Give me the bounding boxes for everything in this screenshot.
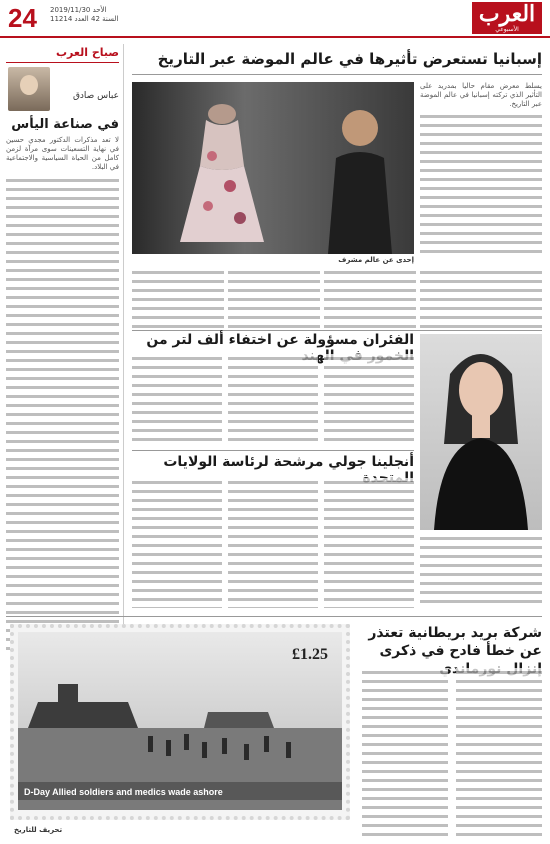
issue-number: السنة 42 العدد 11214	[50, 15, 119, 23]
column-lead: لا تعد مذكرات الدكتور مجدي حسين في نهاية التسعينات سوى مرآة لزمن كامل من الحياة السياسية والاجتماعية في البلاد.	[6, 136, 119, 171]
column-divider	[6, 62, 119, 63]
column-title: في صناعة اليأس	[11, 117, 119, 132]
main-story-headline: إسبانيا تستعرض تأثيرها في عالم الموضة عبر التاريخ	[157, 50, 542, 68]
jolie-story-column-3	[132, 478, 222, 608]
newspaper-logo	[472, 2, 542, 34]
author-avatar	[8, 67, 50, 111]
stamp-story-headline: شركة بريد بريطانية تعتذر عن خطأ فادح في ذكرى	[368, 625, 542, 659]
main-story-photo	[132, 82, 414, 254]
main-story-body-1	[420, 112, 542, 258]
main-story-column-3	[324, 268, 416, 328]
couture-dress-illustration	[172, 96, 272, 246]
jolie-story-column-4	[420, 534, 542, 608]
stamp-story-column-2	[362, 668, 448, 836]
issue-info	[50, 6, 118, 24]
jolie-story-headline: أنجلينا جولي مرشحة لرئاسة الولايات	[163, 454, 414, 470]
issue-date: الأحد 2019/11/30	[50, 6, 107, 14]
author-name: عباس صادق	[72, 91, 119, 101]
main-photo-caption: إحدى عن عالم مشرف	[338, 256, 414, 264]
designer-figure	[318, 102, 398, 254]
jolie-story-column-2	[228, 478, 318, 608]
logo-text: العرب	[478, 1, 536, 27]
jolie-photo	[420, 334, 542, 530]
column-section-name: صباح العرب	[55, 46, 119, 59]
stamp-caption: D-Day Allied soldiers and medics wade ashore	[24, 787, 223, 797]
main-story-column-4	[228, 268, 320, 328]
main-story-column-5	[132, 268, 224, 328]
jolie-story-column-1	[324, 478, 414, 608]
stamp-story-column-1	[456, 668, 542, 836]
main-story-column-1	[420, 82, 542, 264]
actress-portrait	[420, 334, 542, 530]
dday-stamp-image	[10, 624, 350, 820]
rats-story-column-1	[324, 354, 414, 446]
page-number: 24	[8, 3, 37, 33]
section-divider	[132, 330, 542, 331]
stamp-value: £1.25	[292, 646, 328, 663]
main-story-lead: يسلط معرض مقام حاليا بمدريد على التأثير الذي تركته إسبانيا في عالم الموضة عبر التاريخ.	[420, 82, 542, 108]
author-row	[6, 67, 119, 111]
stamp-note: تحريف للتاريخ	[14, 826, 63, 834]
opinion-column	[6, 44, 124, 666]
column-body-text	[6, 176, 119, 654]
main-story-column-2	[420, 268, 542, 328]
section-divider-3	[6, 616, 542, 617]
section-divider-2	[132, 450, 414, 451]
rats-story-headline: الفئران مسؤولة عن اختفاء ألف لتر من الهند	[146, 332, 414, 364]
headline-divider	[132, 74, 542, 75]
rats-story-column-3	[132, 354, 222, 446]
logo-subtitle: الأسبوعي	[495, 26, 519, 33]
rats-story-column-2	[228, 354, 318, 446]
masthead	[0, 0, 550, 38]
